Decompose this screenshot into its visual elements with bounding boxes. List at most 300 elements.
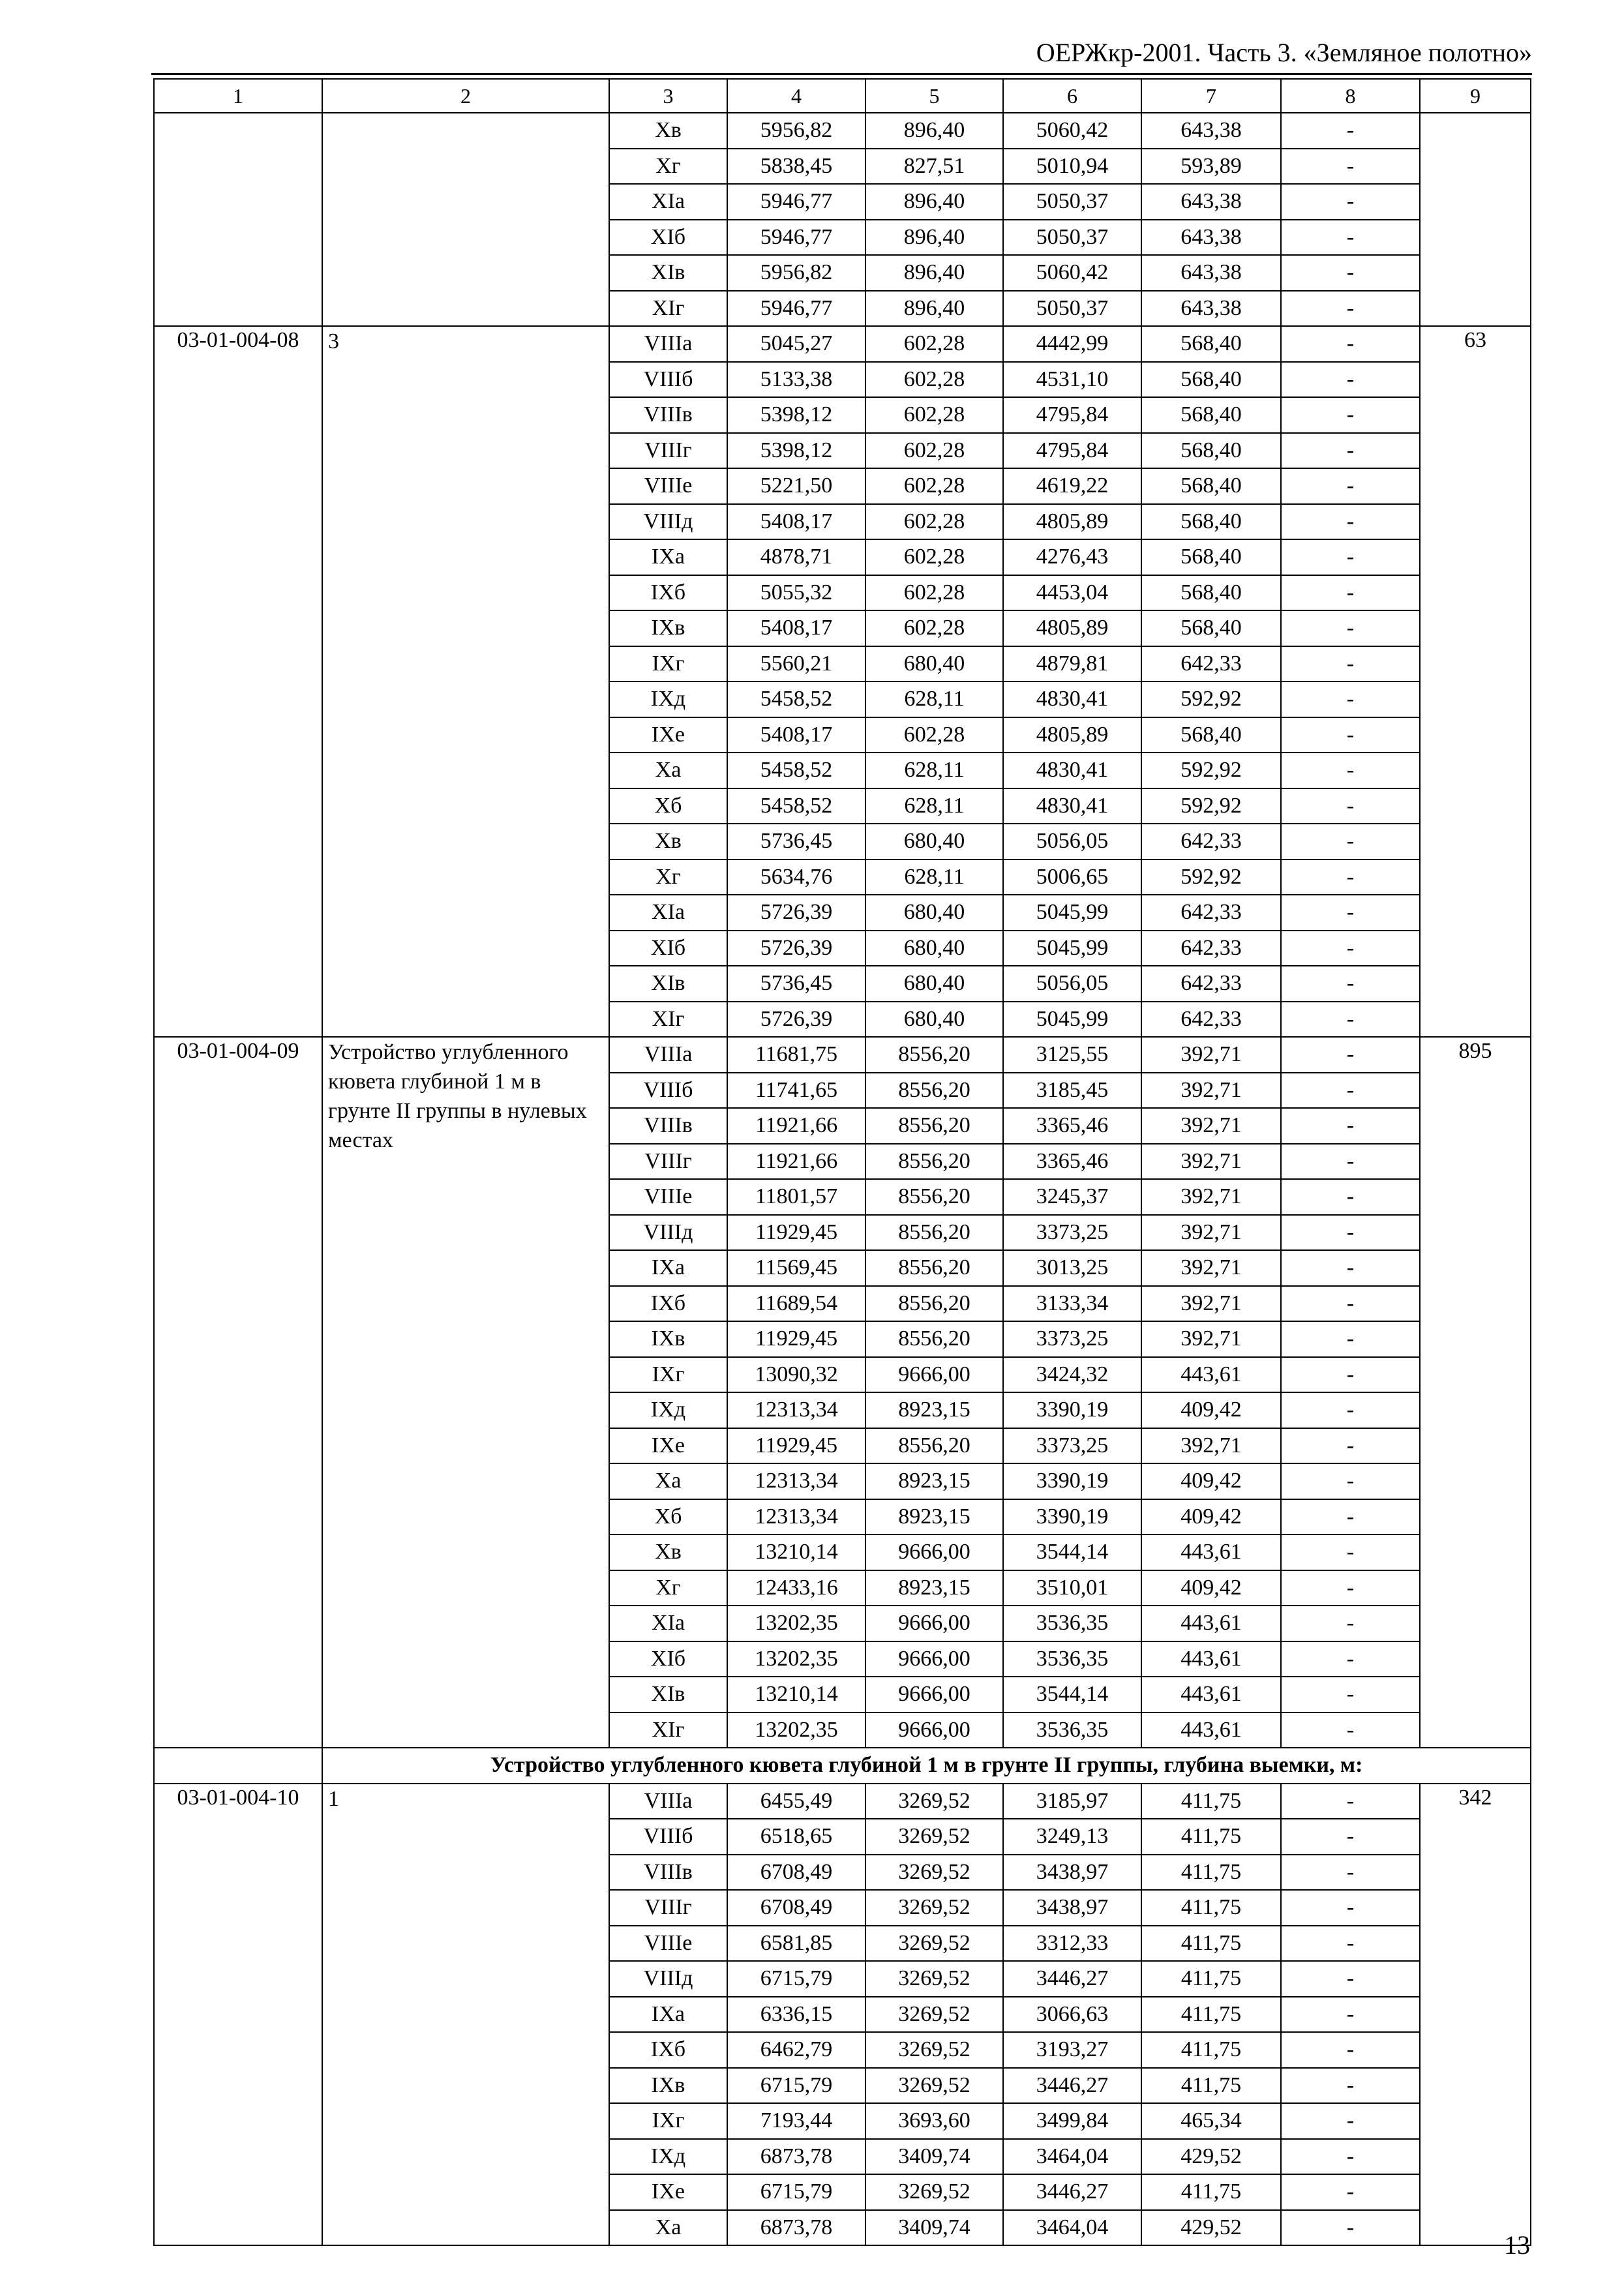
table-cell: 8556,20 <box>865 1073 1003 1109</box>
table-cell: XIв <box>609 1677 727 1713</box>
table-cell: 8556,20 <box>865 1250 1003 1286</box>
table-cell: 5221,50 <box>727 468 865 504</box>
table-cell: 5458,52 <box>727 753 865 788</box>
table-row <box>154 1037 1531 1073</box>
table-cell: IXв <box>609 2068 727 2104</box>
table-cell: 8556,20 <box>865 1286 1003 1322</box>
table-row <box>154 113 1531 149</box>
table-cell: 392,71 <box>1141 1215 1281 1251</box>
table-cell: 443,61 <box>1141 1677 1281 1713</box>
table-cell: 3125,55 <box>1003 1037 1141 1073</box>
table-cell: 11929,45 <box>727 1428 865 1464</box>
table-cell: 643,38 <box>1141 184 1281 220</box>
table-cell: - <box>1281 610 1420 646</box>
table-cell: - <box>1281 1677 1420 1713</box>
table-cell: 12313,34 <box>727 1499 865 1535</box>
table-cell: IXд <box>609 1392 727 1428</box>
page-header: ОЕРЖкр-2001. Часть 3. «Земляное полотно» <box>1036 38 1532 67</box>
table-cell: 6455,49 <box>727 1784 865 1819</box>
table-cell: 4830,41 <box>1003 788 1141 824</box>
table-cell: 896,40 <box>865 184 1003 220</box>
table-cell: 5056,05 <box>1003 966 1141 1002</box>
table-cell: 3446,27 <box>1003 2068 1141 2104</box>
table-cell: 3510,01 <box>1003 1570 1141 1606</box>
table-cell: VIIIд <box>609 1961 727 1997</box>
section-heading-row <box>154 1748 1531 1784</box>
table-cell: 3269,52 <box>865 2032 1003 2068</box>
table-cell: - <box>1281 1179 1420 1215</box>
table-cell: 411,75 <box>1141 1784 1281 1819</box>
table-cell: 643,38 <box>1141 220 1281 256</box>
table-cell: 5006,65 <box>1003 860 1141 895</box>
table-cell: 5045,99 <box>1003 931 1141 966</box>
table-cell: 642,33 <box>1141 895 1281 931</box>
table-cell: 568,40 <box>1141 362 1281 398</box>
table-cell: - <box>1281 1108 1420 1144</box>
table-cell: Xа <box>609 2210 727 2246</box>
table-cell: 4805,89 <box>1003 504 1141 540</box>
table-cell: 392,71 <box>1141 1037 1281 1073</box>
table-cell: 643,38 <box>1141 113 1281 149</box>
table-cell: 13202,35 <box>727 1713 865 1748</box>
table-cell: 6708,49 <box>727 1855 865 1891</box>
table-cell: 602,28 <box>865 397 1003 433</box>
work-description <box>322 113 609 326</box>
table-cell: 568,40 <box>1141 504 1281 540</box>
table-cell: - <box>1281 1357 1420 1393</box>
table-cell: - <box>1281 291 1420 327</box>
table-cell: 6873,78 <box>727 2139 865 2175</box>
table-cell: XIб <box>609 1641 727 1677</box>
table-cell: - <box>1281 1570 1420 1606</box>
table-cell: 13210,14 <box>727 1677 865 1713</box>
table-cell: - <box>1281 1144 1420 1180</box>
table-cell: 8923,15 <box>865 1392 1003 1428</box>
table-cell: 5010,94 <box>1003 149 1141 185</box>
table-cell: - <box>1281 2174 1420 2210</box>
table-cell: 5634,76 <box>727 860 865 895</box>
table-cell: 628,11 <box>865 681 1003 717</box>
table-cell: 3269,52 <box>865 1890 1003 1926</box>
table-cell: 896,40 <box>865 113 1003 149</box>
table-cell: - <box>1281 1926 1420 1962</box>
table-cell: - <box>1281 824 1420 860</box>
table-cell: - <box>1281 1428 1420 1464</box>
table-cell: XIв <box>609 255 727 291</box>
table-cell: - <box>1281 1713 1420 1748</box>
table-cell: 3544,14 <box>1003 1534 1141 1570</box>
table-cell: 13202,35 <box>727 1641 865 1677</box>
table-cell: 429,52 <box>1141 2139 1281 2175</box>
table-cell: 11921,66 <box>727 1144 865 1180</box>
table-cell: 9666,00 <box>865 1534 1003 1570</box>
table-cell: - <box>1281 1321 1420 1357</box>
table-cell: 3269,52 <box>865 1961 1003 1997</box>
table-cell: 896,40 <box>865 220 1003 256</box>
table-cell: XIг <box>609 1713 727 1748</box>
rate-code <box>154 113 322 326</box>
table-cell: 3365,46 <box>1003 1144 1141 1180</box>
table-cell: 12313,34 <box>727 1392 865 1428</box>
table-cell: VIIIб <box>609 1073 727 1109</box>
table-cell: - <box>1281 468 1420 504</box>
table-cell: 592,92 <box>1141 860 1281 895</box>
table-cell: 8923,15 <box>865 1499 1003 1535</box>
table-cell: Xб <box>609 1499 727 1535</box>
table-cell: 9666,00 <box>865 1357 1003 1393</box>
table-cell: 5736,45 <box>727 824 865 860</box>
table-cell: 3185,97 <box>1003 1784 1141 1819</box>
table-cell: 602,28 <box>865 539 1003 575</box>
table-cell: 3446,27 <box>1003 2174 1141 2210</box>
table-cell: 602,28 <box>865 504 1003 540</box>
table-cell: 11681,75 <box>727 1037 865 1073</box>
column-number: 4 <box>727 79 865 113</box>
table-cell: - <box>1281 717 1420 753</box>
table-cell: 628,11 <box>865 788 1003 824</box>
table-cell: IXг <box>609 2103 727 2139</box>
table-cell: 3373,25 <box>1003 1215 1141 1251</box>
table-cell: IXб <box>609 2032 727 2068</box>
table-cell: 592,92 <box>1141 753 1281 788</box>
table-cell: 5398,12 <box>727 397 865 433</box>
table-cell: 11801,57 <box>727 1179 865 1215</box>
table-cell: 9666,00 <box>865 1641 1003 1677</box>
table-cell: 4795,84 <box>1003 397 1141 433</box>
table-cell: XIв <box>609 966 727 1002</box>
table-cell: VIIIв <box>609 1108 727 1144</box>
table-cell: 4276,43 <box>1003 539 1141 575</box>
table-cell: 5045,27 <box>727 326 865 362</box>
table-cell: 6708,49 <box>727 1890 865 1926</box>
table-cell: VIIIа <box>609 1037 727 1073</box>
table-cell: 8556,20 <box>865 1321 1003 1357</box>
table-cell: 4531,10 <box>1003 362 1141 398</box>
table-cell: 5726,39 <box>727 931 865 966</box>
table-cell: 3438,97 <box>1003 1890 1141 1926</box>
table-cell: 443,61 <box>1141 1713 1281 1748</box>
table-cell: 5056,05 <box>1003 824 1141 860</box>
table-cell: - <box>1281 2139 1420 2175</box>
table-cell: IXа <box>609 1250 727 1286</box>
table-cell: - <box>1281 1890 1420 1926</box>
table-cell: - <box>1281 681 1420 717</box>
table-cell: 680,40 <box>865 824 1003 860</box>
table-cell: 411,75 <box>1141 2032 1281 2068</box>
section-heading: Устройство углубленного кювета глубиной 1 м в грунте II группы, глубина выемки, м: <box>322 1748 1531 1784</box>
table-cell: 12433,16 <box>727 1570 865 1606</box>
table-cell: 593,89 <box>1141 149 1281 185</box>
table-cell: 8556,20 <box>865 1428 1003 1464</box>
table-cell: 3269,52 <box>865 2068 1003 2104</box>
table-cell: 4830,41 <box>1003 753 1141 788</box>
work-description: 1 <box>322 1784 609 2246</box>
table-cell: 3424,32 <box>1003 1357 1141 1393</box>
table-cell: 4879,81 <box>1003 646 1141 682</box>
table-cell: 5458,52 <box>727 788 865 824</box>
table-cell: 3066,63 <box>1003 1997 1141 2033</box>
table-cell: 3464,04 <box>1003 2139 1141 2175</box>
work-description: 3 <box>322 326 609 1037</box>
table-cell: - <box>1281 1392 1420 1428</box>
table-cell: 3464,04 <box>1003 2210 1141 2246</box>
table-cell: 443,61 <box>1141 1534 1281 1570</box>
table-cell: 568,40 <box>1141 326 1281 362</box>
table-cell: 4878,71 <box>727 539 865 575</box>
table-cell: Xв <box>609 824 727 860</box>
table-cell: 628,11 <box>865 753 1003 788</box>
table-cell: 465,34 <box>1141 2103 1281 2139</box>
column-number: 6 <box>1003 79 1141 113</box>
table-cell: - <box>1281 1534 1420 1570</box>
table-cell: 3409,74 <box>865 2210 1003 2246</box>
table-cell: Xг <box>609 1570 727 1606</box>
table-cell: 4442,99 <box>1003 326 1141 362</box>
table-cell: XIг <box>609 291 727 327</box>
table-cell: 6336,15 <box>727 1997 865 2033</box>
table-cell: 643,38 <box>1141 291 1281 327</box>
table-cell: 3013,25 <box>1003 1250 1141 1286</box>
section-code-cell <box>154 1748 322 1784</box>
table-cell: 11569,45 <box>727 1250 865 1286</box>
table-cell: 3249,13 <box>1003 1819 1141 1855</box>
table-cell: IXг <box>609 1357 727 1393</box>
rates-table <box>153 78 1531 2246</box>
table-cell: - <box>1281 362 1420 398</box>
table-cell: 429,52 <box>1141 2210 1281 2246</box>
table-cell: - <box>1281 2210 1420 2246</box>
table-cell: 3245,37 <box>1003 1179 1141 1215</box>
table-cell: 11929,45 <box>727 1321 865 1357</box>
table-cell: 3269,52 <box>865 1997 1003 2033</box>
table-row <box>154 326 1531 362</box>
table-cell: 3373,25 <box>1003 1321 1141 1357</box>
table-cell: 409,42 <box>1141 1392 1281 1428</box>
table-cell: 827,51 <box>865 149 1003 185</box>
table-cell: - <box>1281 1606 1420 1641</box>
table-cell: 443,61 <box>1141 1641 1281 1677</box>
labor-total: 895 <box>1420 1037 1531 1748</box>
table-cell: 642,33 <box>1141 966 1281 1002</box>
table-cell: IXа <box>609 1997 727 2033</box>
table-cell: - <box>1281 753 1420 788</box>
table-cell: - <box>1281 1002 1420 1038</box>
table-cell: 8556,20 <box>865 1037 1003 1073</box>
table-cell: 592,92 <box>1141 681 1281 717</box>
table-cell: 3544,14 <box>1003 1677 1141 1713</box>
rate-code: 03-01-004-09 <box>154 1037 322 1748</box>
table-cell: 3693,60 <box>865 2103 1003 2139</box>
table-cell: VIIIв <box>609 397 727 433</box>
table-cell: - <box>1281 1499 1420 1535</box>
table-cell: 5050,37 <box>1003 291 1141 327</box>
table-cell: 3536,35 <box>1003 1713 1141 1748</box>
table-cell: 3312,33 <box>1003 1926 1141 1962</box>
table-cell: XIа <box>609 184 727 220</box>
table-cell: - <box>1281 966 1420 1002</box>
table-cell: 5408,17 <box>727 610 865 646</box>
table-cell: 3409,74 <box>865 2139 1003 2175</box>
table-cell: Xг <box>609 860 727 895</box>
table-cell: IXб <box>609 1286 727 1322</box>
table-cell: VIIIе <box>609 1179 727 1215</box>
table-cell: 411,75 <box>1141 1890 1281 1926</box>
table-cell: 5726,39 <box>727 1002 865 1038</box>
table-cell: 602,28 <box>865 575 1003 611</box>
table-cell: 8556,20 <box>865 1215 1003 1251</box>
table-cell: IXе <box>609 2174 727 2210</box>
table-cell: 392,71 <box>1141 1250 1281 1286</box>
table-cell: 6715,79 <box>727 2068 865 2104</box>
table-cell: Xв <box>609 1534 727 1570</box>
table-cell: 11689,54 <box>727 1286 865 1322</box>
table-cell: 6462,79 <box>727 2032 865 2068</box>
table-cell: 602,28 <box>865 326 1003 362</box>
table-cell: VIIIд <box>609 504 727 540</box>
table-cell: - <box>1281 1215 1420 1251</box>
table-cell: 6873,78 <box>727 2210 865 2246</box>
table-cell: 643,38 <box>1141 255 1281 291</box>
table-cell: - <box>1281 184 1420 220</box>
table-cell: 3133,34 <box>1003 1286 1141 1322</box>
table-cell: IXв <box>609 1321 727 1357</box>
table-cell: 680,40 <box>865 931 1003 966</box>
table-cell: 392,71 <box>1141 1073 1281 1109</box>
table-cell: VIIIа <box>609 1784 727 1819</box>
table-cell: VIIIа <box>609 326 727 362</box>
table-cell: 411,75 <box>1141 2174 1281 2210</box>
table-cell: VIIIе <box>609 1926 727 1962</box>
table-cell: Xг <box>609 149 727 185</box>
table-cell: 602,28 <box>865 468 1003 504</box>
table-cell: 8923,15 <box>865 1570 1003 1606</box>
table-cell: - <box>1281 2103 1420 2139</box>
table-cell: 592,92 <box>1141 788 1281 824</box>
table-cell: IXг <box>609 646 727 682</box>
table-cell: 8556,20 <box>865 1108 1003 1144</box>
table-cell: 13210,14 <box>727 1534 865 1570</box>
header-rule <box>151 73 1532 75</box>
column-number-row <box>154 79 1531 113</box>
table-cell: 7193,44 <box>727 2103 865 2139</box>
table-cell: 4805,89 <box>1003 717 1141 753</box>
table-cell: - <box>1281 1037 1420 1073</box>
table-cell: XIа <box>609 1606 727 1641</box>
table-cell: - <box>1281 1641 1420 1677</box>
table-cell: - <box>1281 860 1420 895</box>
table-cell: - <box>1281 2068 1420 2104</box>
table-cell: 411,75 <box>1141 1926 1281 1962</box>
table-cell: - <box>1281 646 1420 682</box>
table-cell: - <box>1281 1250 1420 1286</box>
table-cell: 11929,45 <box>727 1215 865 1251</box>
table-cell: 5060,42 <box>1003 255 1141 291</box>
table-cell: 680,40 <box>865 895 1003 931</box>
page-number: 13 <box>1504 2230 1530 2260</box>
table-cell: IXе <box>609 1428 727 1464</box>
table-cell: - <box>1281 1819 1420 1855</box>
table-cell: 3269,52 <box>865 2174 1003 2210</box>
rate-code: 03-01-004-10 <box>154 1784 322 2246</box>
table-cell: 12313,34 <box>727 1463 865 1499</box>
table-cell: 443,61 <box>1141 1357 1281 1393</box>
table-cell: 411,75 <box>1141 1997 1281 2033</box>
table-cell: 5726,39 <box>727 895 865 931</box>
table-cell: 8556,20 <box>865 1144 1003 1180</box>
table-cell: 680,40 <box>865 966 1003 1002</box>
table-cell: 4830,41 <box>1003 681 1141 717</box>
table-cell: VIIIд <box>609 1215 727 1251</box>
table-cell: - <box>1281 1073 1420 1109</box>
table-cell: - <box>1281 149 1420 185</box>
table-cell: 409,42 <box>1141 1499 1281 1535</box>
table-cell: XIг <box>609 1002 727 1038</box>
table-cell: IXе <box>609 717 727 753</box>
table-cell: 443,61 <box>1141 1606 1281 1641</box>
table-cell: Xа <box>609 1463 727 1499</box>
table-cell: VIIIг <box>609 433 727 469</box>
table-cell: IXд <box>609 681 727 717</box>
table-cell: VIIIг <box>609 1890 727 1926</box>
table-cell: 4619,22 <box>1003 468 1141 504</box>
table-cell: 6715,79 <box>727 1961 865 1997</box>
table-cell: 13202,35 <box>727 1606 865 1641</box>
table-cell: - <box>1281 1855 1420 1891</box>
table-cell: 568,40 <box>1141 468 1281 504</box>
column-number: 9 <box>1420 79 1531 113</box>
table-cell: VIIIб <box>609 362 727 398</box>
table-cell: 896,40 <box>865 255 1003 291</box>
table-cell: IXв <box>609 610 727 646</box>
table-cell: 6581,85 <box>727 1926 865 1962</box>
table-cell: 642,33 <box>1141 646 1281 682</box>
table-cell: Xб <box>609 788 727 824</box>
table-cell: 392,71 <box>1141 1144 1281 1180</box>
column-number: 1 <box>154 79 322 113</box>
table-cell: 392,71 <box>1141 1179 1281 1215</box>
table-cell: - <box>1281 255 1420 291</box>
table-cell: 409,42 <box>1141 1570 1281 1606</box>
table-cell: 896,40 <box>865 291 1003 327</box>
table-cell: 4805,89 <box>1003 610 1141 646</box>
table-cell: XIа <box>609 895 727 931</box>
table-cell: 602,28 <box>865 433 1003 469</box>
table-cell: - <box>1281 1286 1420 1322</box>
table-cell: 392,71 <box>1141 1286 1281 1322</box>
table-cell: 3269,52 <box>865 1855 1003 1891</box>
table-cell: - <box>1281 788 1420 824</box>
table-cell: 5560,21 <box>727 646 865 682</box>
table-cell: - <box>1281 220 1420 256</box>
table-cell: 9666,00 <box>865 1677 1003 1713</box>
table-cell: 8556,20 <box>865 1179 1003 1215</box>
column-number: 5 <box>865 79 1003 113</box>
table-cell: 642,33 <box>1141 824 1281 860</box>
table-cell: 5736,45 <box>727 966 865 1002</box>
table-cell: - <box>1281 1784 1420 1819</box>
table-cell: 409,42 <box>1141 1463 1281 1499</box>
table-cell: 9666,00 <box>865 1606 1003 1641</box>
table-cell: 5050,37 <box>1003 220 1141 256</box>
table-cell: 4795,84 <box>1003 433 1141 469</box>
table-cell: - <box>1281 2032 1420 2068</box>
table-cell: - <box>1281 1463 1420 1499</box>
table-cell: 568,40 <box>1141 575 1281 611</box>
table-cell: 392,71 <box>1141 1428 1281 1464</box>
table-cell: 5946,77 <box>727 184 865 220</box>
table-cell: - <box>1281 539 1420 575</box>
table-cell: 411,75 <box>1141 1961 1281 1997</box>
